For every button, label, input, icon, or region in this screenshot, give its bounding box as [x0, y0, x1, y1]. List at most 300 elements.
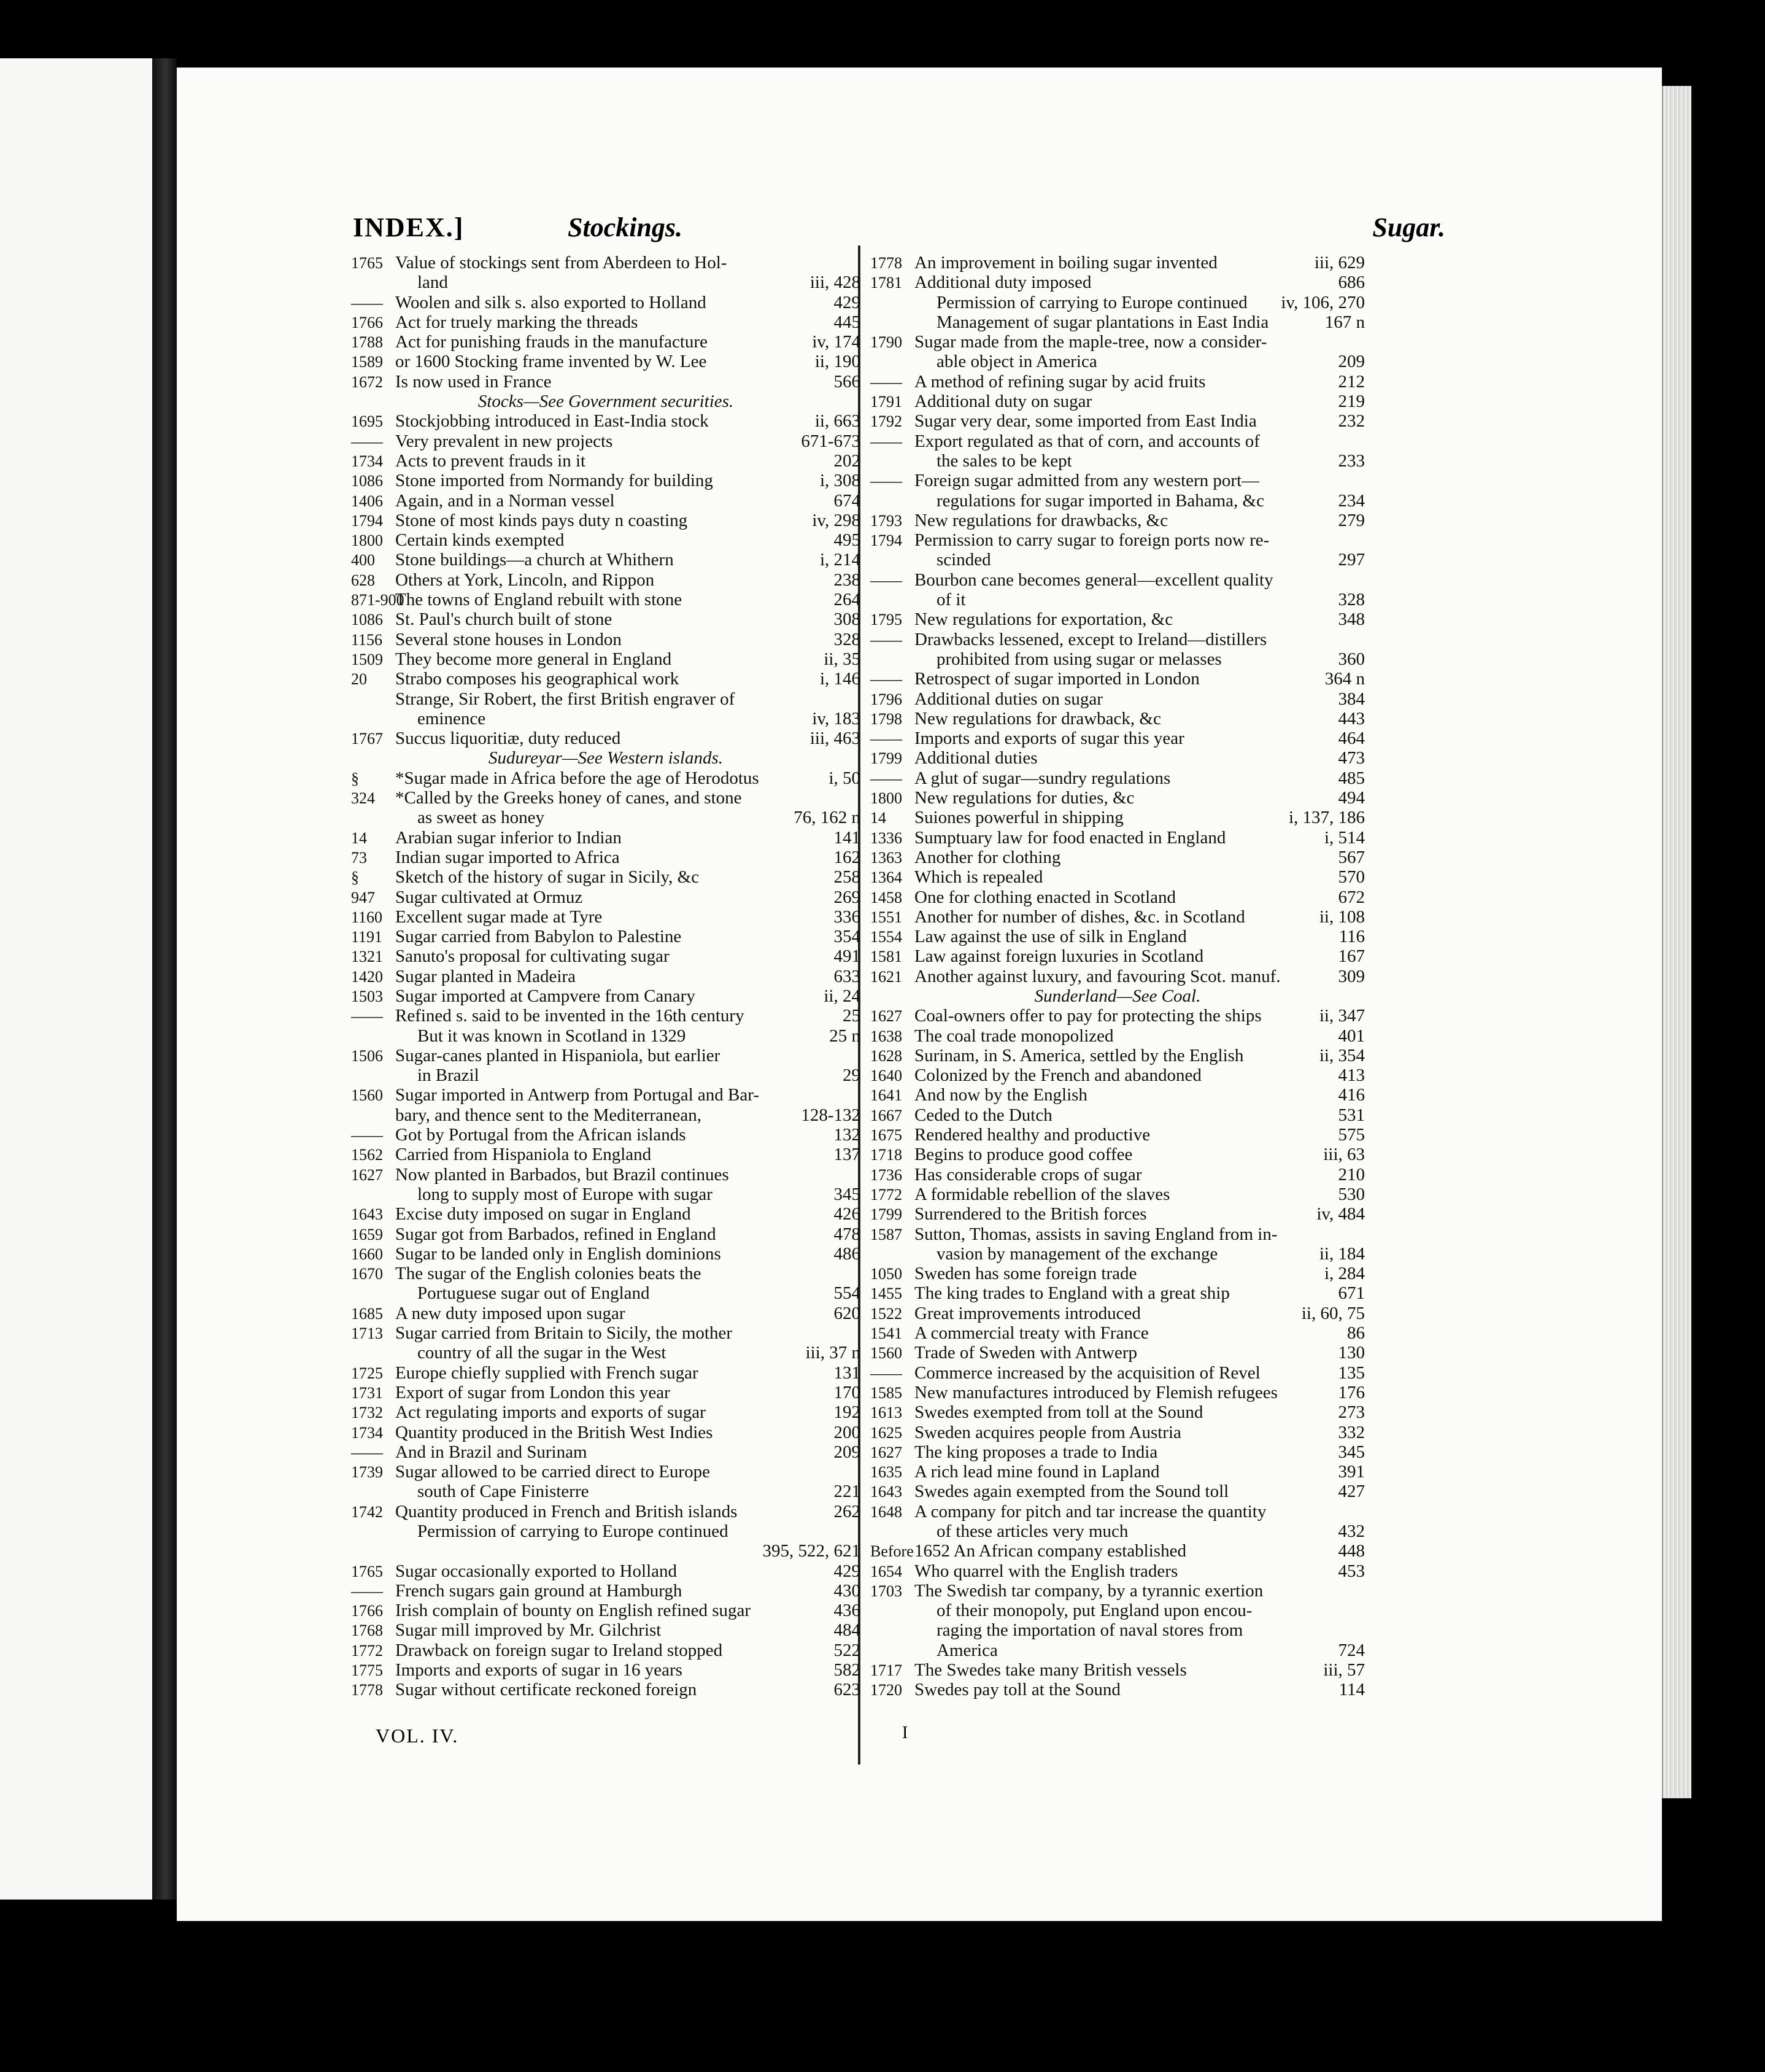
header-left-topic: Stockings.	[568, 212, 683, 242]
index-entry	[870, 491, 1365, 511]
entry-page-ref: 429	[833, 1561, 860, 1581]
index-entry	[870, 372, 1365, 392]
index-entry	[870, 1165, 1365, 1185]
index-entry	[351, 828, 860, 848]
entry-page-ref: 429	[833, 292, 860, 312]
entry-page-ref: 131	[833, 1363, 860, 1383]
entry-year: 20	[351, 670, 367, 689]
entry-page-ref: ii, 663	[814, 411, 860, 431]
index-entry	[870, 986, 1365, 1006]
entry-year: 1767	[351, 730, 383, 748]
entry-page-ref: 620	[833, 1303, 860, 1323]
entry-page-ref: 135	[1338, 1363, 1365, 1383]
entry-text: Is now used in France	[395, 371, 552, 392]
entry-year: ——	[870, 769, 902, 787]
left-page-edge	[0, 58, 152, 1900]
entry-text: Drawbacks lessened, except to Ireland—distillers	[914, 629, 1267, 649]
entry-page-ref: 531	[1338, 1105, 1365, 1125]
entry-text: of it	[937, 590, 966, 610]
entry-text: Europe chiefly supplied with French sugar	[395, 1363, 698, 1383]
entry-text: regulations for sugar imported in Bahama, &c	[937, 490, 1264, 511]
index-entry	[351, 788, 860, 808]
entry-year: 1509	[351, 650, 383, 668]
entry-year: 1455	[870, 1285, 902, 1303]
entry-text: They become more general in England	[395, 649, 672, 669]
entry-year: 1800	[870, 789, 902, 808]
entry-year: 1503	[351, 987, 383, 1005]
entry-page-ref: 384	[1338, 689, 1365, 709]
index-entry	[870, 332, 1365, 352]
entry-page-ref: 86	[1347, 1323, 1365, 1343]
entry-page-ref: 170	[833, 1382, 860, 1402]
entry-page-ref: ii, 108	[1319, 906, 1365, 927]
entry-page-ref: 623	[833, 1680, 860, 1700]
index-entry	[351, 1581, 860, 1601]
entry-year: ——	[870, 630, 902, 649]
entry-text: Foreign sugar admitted from any western port—	[914, 471, 1260, 491]
entry-text: The Swedish tar company, by a tyrannic exertion	[914, 1580, 1264, 1601]
entry-text: Excellent sugar made at Tyre	[395, 906, 603, 927]
entry-text: Begins to produce good coffee	[914, 1145, 1133, 1165]
entry-year: 1795	[870, 611, 902, 629]
entry-text: Certain kinds exempted	[395, 530, 565, 551]
entry-year: 1768	[351, 1622, 383, 1640]
entry-text: Sugar carried from Britain to Sicily, the mother	[395, 1323, 732, 1343]
index-entry	[870, 967, 1365, 986]
entry-text: New regulations for drawback, &c	[914, 708, 1161, 729]
index-column-left	[351, 253, 860, 1700]
entry-text: country of all the sugar in the West	[417, 1343, 666, 1363]
index-entry	[351, 1442, 860, 1462]
entry-text: Surrendered to the British forces	[914, 1204, 1147, 1224]
entry-text: prohibited from using sugar or melasses	[937, 649, 1222, 669]
entry-page-ref: 162	[833, 847, 860, 867]
entry-page-ref: 130	[1338, 1343, 1365, 1363]
entry-page-ref: 575	[1338, 1125, 1365, 1145]
entry-text: Sugar very dear, some imported from East India	[914, 411, 1257, 431]
entry-page-ref: 360	[1338, 649, 1365, 669]
index-entry	[870, 729, 1365, 748]
entry-year: ——	[351, 1443, 383, 1461]
index-entry	[351, 1026, 860, 1046]
entry-text: eminence	[417, 708, 486, 729]
index-entry	[351, 927, 860, 946]
index-entry	[351, 748, 860, 768]
entry-text: Swedes exempted from toll at the Sound	[914, 1402, 1203, 1423]
entry-text: Export of sugar from London this year	[395, 1382, 670, 1402]
index-entry	[351, 689, 860, 709]
entry-year: 1625	[870, 1423, 902, 1442]
entry-page-ref: iv, 298	[812, 510, 860, 530]
entry-text: Now planted in Barbados, but Brazil continues	[395, 1164, 729, 1185]
index-entry	[870, 511, 1365, 530]
entry-year: 1627	[351, 1166, 383, 1184]
index-entry	[870, 1641, 1365, 1660]
index-entry	[870, 1660, 1365, 1680]
index-entry	[870, 1561, 1365, 1581]
entry-text: Portuguese sugar out of England	[417, 1283, 650, 1304]
entry-text: Swedes pay toll at the Sound	[914, 1680, 1121, 1700]
index-entry	[870, 1046, 1365, 1065]
index-entry	[870, 946, 1365, 966]
entry-text: Permission of carrying to Europe continued	[417, 1521, 728, 1541]
index-entry	[351, 1561, 860, 1581]
index-entry	[351, 1125, 860, 1145]
entry-year: 1766	[351, 313, 383, 331]
entry-text: Coal-owners offer to pay for protecting the ships	[914, 1006, 1262, 1026]
entry-page-ref: 269	[833, 887, 860, 907]
entry-year: 1589	[351, 353, 383, 371]
index-entry	[870, 1204, 1365, 1224]
entry-text: Stone buildings—a church at Whithern	[395, 550, 674, 570]
entry-text: New regulations for duties, &c	[914, 788, 1135, 808]
entry-year: 1800	[351, 532, 383, 550]
entry-text: A formidable rebellion of the slaves	[914, 1184, 1170, 1204]
index-entry	[870, 293, 1365, 312]
entry-text: Trade of Sweden with Antwerp	[914, 1343, 1137, 1363]
index-entry	[870, 1423, 1365, 1442]
entry-text: Export regulated as that of corn, and accounts of	[914, 431, 1260, 451]
entry-year: 947	[351, 888, 375, 906]
entry-page-ref: 328	[1338, 590, 1365, 610]
entry-year: 1643	[870, 1483, 902, 1501]
entry-year: 14	[870, 809, 886, 827]
entry-text: Sugar imported at Campvere from Canary	[395, 986, 695, 1006]
entry-page-ref: 297	[1338, 550, 1365, 570]
entry-page-ref: 209	[833, 1442, 860, 1462]
index-entry	[870, 1442, 1365, 1462]
index-entry	[870, 1581, 1365, 1601]
entry-year: 1672	[351, 373, 383, 391]
entry-text: able object in America	[937, 352, 1097, 372]
entry-page-ref: i, 514	[1324, 827, 1365, 848]
entry-text: An improvement in boiling sugar invented	[914, 253, 1218, 273]
entry-text: French sugars gain ground at Hamburgh	[395, 1580, 682, 1601]
index-entry	[870, 649, 1365, 669]
entry-text: A glut of sugar—sundry regulations	[914, 768, 1171, 788]
entry-year: ——	[870, 571, 902, 589]
entry-page-ref: iii, 629	[1314, 253, 1365, 273]
entry-year: 1156	[351, 630, 383, 649]
index-entry	[870, 1264, 1365, 1283]
index-entry	[351, 1502, 860, 1521]
entry-page-ref: iv, 174	[812, 332, 860, 352]
index-entry	[870, 630, 1365, 649]
entry-text: St. Paul's church built of stone	[395, 609, 612, 630]
entry-page-ref: iv, 106, 270	[1281, 292, 1365, 312]
entry-page-ref: i, 137, 186	[1288, 808, 1365, 828]
entry-year: 1581	[870, 948, 902, 966]
entry-year: 1627	[870, 1443, 902, 1461]
index-entry	[351, 986, 860, 1006]
entry-year: 1788	[351, 333, 383, 352]
index-entry	[870, 1680, 1365, 1699]
entry-text: But it was known in Scotland in 1329	[417, 1026, 686, 1046]
entry-text: Drawback on foreign sugar to Ireland stopped	[395, 1640, 723, 1660]
entry-year: 871-900	[351, 591, 404, 609]
entry-year: 1717	[870, 1661, 902, 1680]
entry-text: Again, and in a Norman vessel	[395, 490, 615, 511]
entry-page-ref: 192	[833, 1402, 860, 1423]
entry-page-ref: 345	[833, 1184, 860, 1204]
entry-year: 1660	[351, 1245, 383, 1263]
entry-page-ref: 570	[1338, 867, 1365, 887]
entry-page-ref: 364 n	[1324, 669, 1365, 689]
index-entry	[870, 1402, 1365, 1422]
entry-year: 1734	[351, 1423, 383, 1442]
entry-text: Very prevalent in new projects	[395, 431, 613, 451]
entry-text: Ceded to the Dutch	[914, 1105, 1052, 1125]
entry-page-ref: 141	[833, 827, 860, 848]
entry-year: ——	[870, 730, 902, 748]
index-entry	[870, 669, 1365, 689]
entry-year: 73	[351, 848, 367, 867]
index-entry	[870, 1304, 1365, 1323]
entry-page-ref: 345	[1338, 1442, 1365, 1462]
entry-text: One for clothing enacted in Scotland	[914, 887, 1176, 907]
entry-year: 1794	[351, 511, 383, 530]
index-entry	[870, 808, 1365, 827]
entry-page-ref: ii, 60, 75	[1301, 1303, 1365, 1323]
index-entry	[351, 1085, 860, 1105]
entry-text: America	[937, 1640, 998, 1660]
index-entry	[351, 1641, 860, 1660]
entry-year: 1670	[351, 1265, 383, 1283]
index-entry	[351, 946, 860, 966]
entry-text: A company for pitch and tar increase the quantity	[914, 1501, 1267, 1521]
index-entry	[351, 709, 860, 729]
entry-text: Commerce increased by the acquisition of Revel	[914, 1363, 1261, 1383]
index-entry	[870, 1620, 1365, 1640]
entry-year: 1790	[870, 333, 902, 352]
entry-year: ——	[870, 1364, 902, 1382]
entry-text: Act regulating imports and exports of sugar	[395, 1402, 706, 1423]
entry-text: of their monopoly, put England upon encou-	[937, 1601, 1253, 1621]
entry-text: *Called by the Greeks honey of canes, and stone	[395, 788, 742, 808]
entry-year: 1560	[351, 1086, 383, 1105]
entry-year: 1541	[870, 1324, 902, 1343]
entry-page-ref: 413	[1338, 1065, 1365, 1086]
entry-year: 1765	[351, 1562, 383, 1580]
entry-page-ref: i, 214	[819, 550, 860, 570]
entry-text: Woolen and silk s. also exported to Holland	[395, 292, 706, 312]
entry-page-ref: 430	[833, 1580, 860, 1601]
entry-year: 1792	[870, 412, 902, 431]
entry-year: 1781	[870, 274, 902, 292]
entry-year: 1654	[870, 1562, 902, 1580]
index-entry	[870, 570, 1365, 590]
entry-page-ref: iii, 63	[1323, 1145, 1365, 1165]
entry-text: The Swedes take many British vessels	[914, 1660, 1187, 1680]
index-entry	[351, 1323, 860, 1343]
entry-page-ref: 445	[833, 312, 860, 332]
entry-year: 1554	[870, 928, 902, 946]
entry-year: ——	[870, 432, 902, 450]
entry-text: Indian sugar imported to Africa	[395, 847, 620, 867]
index-entry	[870, 1482, 1365, 1501]
entry-text: Law against foreign luxuries in Scotland	[914, 946, 1204, 967]
entry-page-ref: 234	[1338, 490, 1365, 511]
entry-page-ref: iv, 484	[1316, 1204, 1365, 1224]
entry-text: *Sugar made in Africa before the age of Herodotus	[395, 768, 759, 788]
entry-text: Permission to carry sugar to foreign ports now re-	[914, 530, 1270, 551]
entry-page-ref: 530	[1338, 1184, 1365, 1204]
index-entry	[870, 431, 1365, 451]
entry-page-ref: 219	[1338, 392, 1365, 412]
entry-text: Sutton, Thomas, assists in saving England from in-	[914, 1224, 1278, 1244]
entry-page-ref: 448	[1338, 1541, 1365, 1561]
entry-year: 1364	[870, 868, 902, 887]
entry-page-ref: 486	[833, 1243, 860, 1264]
index-entry	[870, 1283, 1365, 1303]
entry-text: The sugar of the English colonies beats the	[395, 1264, 701, 1284]
index-entry	[351, 1065, 860, 1085]
index-entry	[870, 609, 1365, 629]
entry-page-ref: ii, 347	[1319, 1006, 1365, 1026]
entry-text: Sweden has some foreign trade	[914, 1264, 1137, 1284]
entry-year: 1794	[870, 532, 902, 550]
index-entry	[351, 609, 860, 629]
entry-text: Sugar allowed to be carried direct to Europe	[395, 1462, 710, 1482]
entry-year: 1685	[351, 1304, 383, 1323]
entry-year: 1725	[351, 1364, 383, 1382]
entry-year: 1775	[351, 1661, 383, 1680]
index-entry	[870, 768, 1365, 788]
entry-year: 1778	[351, 1681, 383, 1699]
entry-page-ref: 671-673	[801, 431, 860, 451]
entry-page-ref: i, 50	[828, 768, 860, 788]
entry-page-ref: 132	[833, 1125, 860, 1145]
index-entry	[351, 511, 860, 530]
entry-text: vasion by management of the exchange	[937, 1243, 1218, 1264]
entry-page-ref: iv, 183	[812, 708, 860, 729]
index-entry	[870, 1244, 1365, 1264]
index-entry	[351, 1105, 860, 1125]
entry-page-ref: 116	[1338, 927, 1365, 947]
entry-year: 1506	[351, 1046, 383, 1065]
entry-page-ref: 279	[1338, 510, 1365, 530]
entry-text: 1652 An African company established	[914, 1541, 1186, 1561]
entry-year: 1638	[870, 1027, 902, 1045]
entry-page-ref: 76, 162 n	[794, 808, 860, 828]
entry-page-ref: 262	[833, 1501, 860, 1521]
entry-page-ref: 25 n	[829, 1026, 860, 1046]
entry-year: ——	[870, 670, 902, 689]
entry-text: Irish complain of bounty on English refined sugar	[395, 1601, 751, 1621]
index-entry	[870, 312, 1365, 332]
entry-text: Sugar got from Barbados, refined in England	[395, 1224, 716, 1244]
entry-year: 1799	[870, 1205, 902, 1224]
index-entry	[351, 332, 860, 352]
entry-text: of these articles very much	[937, 1521, 1129, 1541]
index-entry	[351, 1363, 860, 1383]
entry-text: Got by Portugal from the African islands	[395, 1125, 686, 1145]
entry-year: ——	[870, 373, 902, 391]
entry-text: Additional duties	[914, 748, 1038, 768]
entry-page-ref: 167 n	[1324, 312, 1365, 332]
entry-text: A new duty imposed upon sugar	[395, 1303, 625, 1323]
entry-year: §	[351, 868, 359, 887]
index-entry	[870, 253, 1365, 273]
entry-year: 1648	[870, 1502, 902, 1521]
entry-year: 14	[351, 829, 367, 847]
entry-text: Value of stockings sent from Aberdeen to Hol-	[395, 253, 727, 273]
entry-year: 1732	[351, 1404, 383, 1422]
entry-text: Act for truely marking the threads	[395, 312, 638, 332]
entry-text: Quantity produced in the British West Indies	[395, 1422, 713, 1442]
entry-page-ref: 176	[1338, 1382, 1365, 1402]
entry-text: land	[417, 273, 448, 293]
entry-page-ref: 686	[1338, 273, 1365, 293]
index-entry	[870, 352, 1365, 371]
entry-year: 1718	[870, 1146, 902, 1164]
index-entry	[870, 411, 1365, 431]
entry-text: Additional duty imposed	[914, 273, 1092, 293]
entry-text: Surinam, in S. America, settled by the English	[914, 1045, 1244, 1065]
index-entry	[870, 471, 1365, 490]
entry-text: Additional duty on sugar	[914, 392, 1092, 412]
entry-page-ref: 672	[1338, 887, 1365, 907]
entry-year: 1641	[870, 1086, 902, 1105]
entry-text: Refined s. said to be invented in the 16th century	[395, 1006, 744, 1026]
entry-page-ref: iii, 463	[809, 729, 860, 749]
entry-text: Permission of carrying to Europe continued	[937, 292, 1248, 312]
entry-text: A rich lead mine found in Lapland	[914, 1462, 1160, 1482]
entry-year: 1560	[870, 1344, 902, 1363]
entry-text: Another against luxury, and favouring Scot. manuf.	[914, 966, 1281, 986]
index-entry	[870, 1224, 1365, 1244]
entry-text: A method of refining sugar by acid fruits	[914, 371, 1206, 392]
index-entry	[351, 1224, 860, 1244]
index-entry	[351, 1680, 860, 1699]
entry-text: New manufactures introduced by Flemish refugees	[914, 1382, 1278, 1402]
entry-text: long to supply most of Europe with sugar	[417, 1184, 713, 1204]
entry-text: in Brazil	[417, 1065, 479, 1086]
entry-year: 1796	[870, 690, 902, 708]
index-entry	[870, 1145, 1365, 1164]
index-entry	[870, 927, 1365, 946]
entry-text: New regulations for exportation, &c	[914, 609, 1173, 630]
index-entry	[351, 273, 860, 292]
entry-page-ref: 309	[1338, 966, 1365, 986]
index-entry	[351, 848, 860, 867]
index-entry	[351, 1402, 860, 1422]
index-entry	[870, 788, 1365, 808]
entry-text: Arabian sugar inferior to Indian	[395, 827, 622, 848]
entry-page-ref: 724	[1338, 1640, 1365, 1660]
entry-year: 400	[351, 551, 375, 570]
entry-text: Sanuto's proposal for cultivating sugar	[395, 946, 670, 967]
index-entry	[351, 887, 860, 907]
index-entry	[351, 907, 860, 927]
entry-year: 1621	[870, 967, 902, 986]
index-entry	[870, 1502, 1365, 1521]
index-entry	[351, 1660, 860, 1680]
entry-year: 1793	[870, 511, 902, 530]
entry-text: Sumptuary law for food enacted in England	[914, 827, 1226, 848]
entry-text: The king trades to England with a great ship	[914, 1283, 1230, 1304]
entry-year: 1765	[351, 254, 383, 272]
entry-year: 1522	[870, 1304, 902, 1323]
entry-page-ref: 671	[1338, 1283, 1365, 1304]
entry-page-ref: 478	[833, 1224, 860, 1244]
entry-page-ref: 494	[1338, 788, 1365, 808]
running-header	[353, 212, 1445, 249]
index-entry	[870, 1185, 1365, 1204]
index-entry	[870, 1065, 1365, 1085]
entry-text: or 1600 Stocking frame invented by W. Lee	[395, 352, 707, 372]
entry-year: 1667	[870, 1106, 902, 1124]
